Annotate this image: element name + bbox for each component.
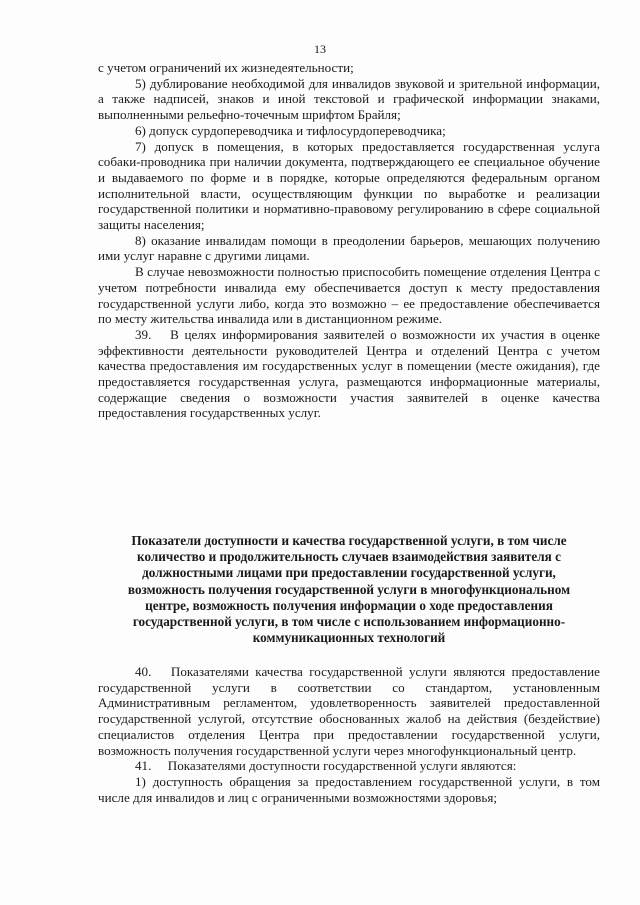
- paragraph-39: 39. В целях информирования заявителей о возможности их участия в оценке эффективности деятельности руководителей Центра и отделений Центра с учетом качества предоставления им государственных услуг в помещении (месте ожидания), где предоставляется государственная услуга, размещаются информационные материалы, содержащие сведения о возможности участия заявителей в оценке качества предоставления государственных услуг.: [98, 326, 600, 421]
- page-number: 13: [314, 42, 326, 56]
- paragraph-item-7: 7) допуск в помещения, в которых предоставляется государственная услуга собаки-проводника при наличии документа, подтверждающего ее специальное обучение и выдаваемого по форме и в порядке, которые определяются федеральным органом исполнительной власти, осуществляющим функции по выработке и реализации государственной политики и нормативно-правовому регулированию в сфере социальной защиты населения;: [98, 138, 600, 233]
- paragraph-continuation: с учетом ограничений их жизнедеятельности;: [98, 60, 354, 75]
- body-text-bottom: [98, 664, 600, 805]
- paragraph-item-6: 6) допуск сурдопереводчика и тифлосурдопереводчика;: [135, 122, 446, 138]
- paragraph-41-item-1: 1) доступность обращения за предоставлением государственной услуги, в том числе для инвалидов и лиц с ограниченными возможностями здоровья;: [98, 773, 600, 805]
- paragraph-impossibility: В случае невозможности полностью приспособить помещение отделения Центра с учетом потребности инвалида ему обеспечивается доступ к месту предоставления государственной услуги либо, когда это возможно – ее предоставление обеспечивается по месту жительства инвалида или в дистанционном режиме.: [98, 264, 600, 327]
- paragraph-item-5: 5) дублирование необходимой для инвалидов звуковой и зрительной информации, а также надписей, знаков и иной текстовой и графической информации знаками, выполненными рельефно-точечным шрифтом Брайля;: [98, 75, 600, 123]
- paragraph-41: 41. Показателями доступности государственной услуги являются:: [135, 758, 517, 774]
- section-heading: Показатели доступности и качества государственной услуги, в том числе количество и продолжительность случаев взаимодействия заявителя с должностными лицами при предоставлении государственной услуги, возможность получения государственной услуги в многофункциональном центре, возможность получения информации о ходе предоставления государственной услуги, в том числе с использованием информационно-коммуникационных технологий: [127, 533, 571, 646]
- paragraph-40: 40. Показателями качества государственной услуги являются предоставление государственной услуги в соответствии со стандартом, установленным Административным регламентом, удовлетворенность заявителей предоставленной государственной услугой, отсутствие обоснованных жалоб на действия (бездействие) специалистов отделения Центра при предоставлении государственной услуги, возможность получения государственной услуги через многофункциональный центр.: [98, 664, 600, 758]
- paragraph-item-8: 8) оказание инвалидам помощи в преодолении барьеров, мешающих получению ими услуг наравне с другими лицами.: [98, 232, 600, 264]
- body-text-top: [98, 60, 600, 421]
